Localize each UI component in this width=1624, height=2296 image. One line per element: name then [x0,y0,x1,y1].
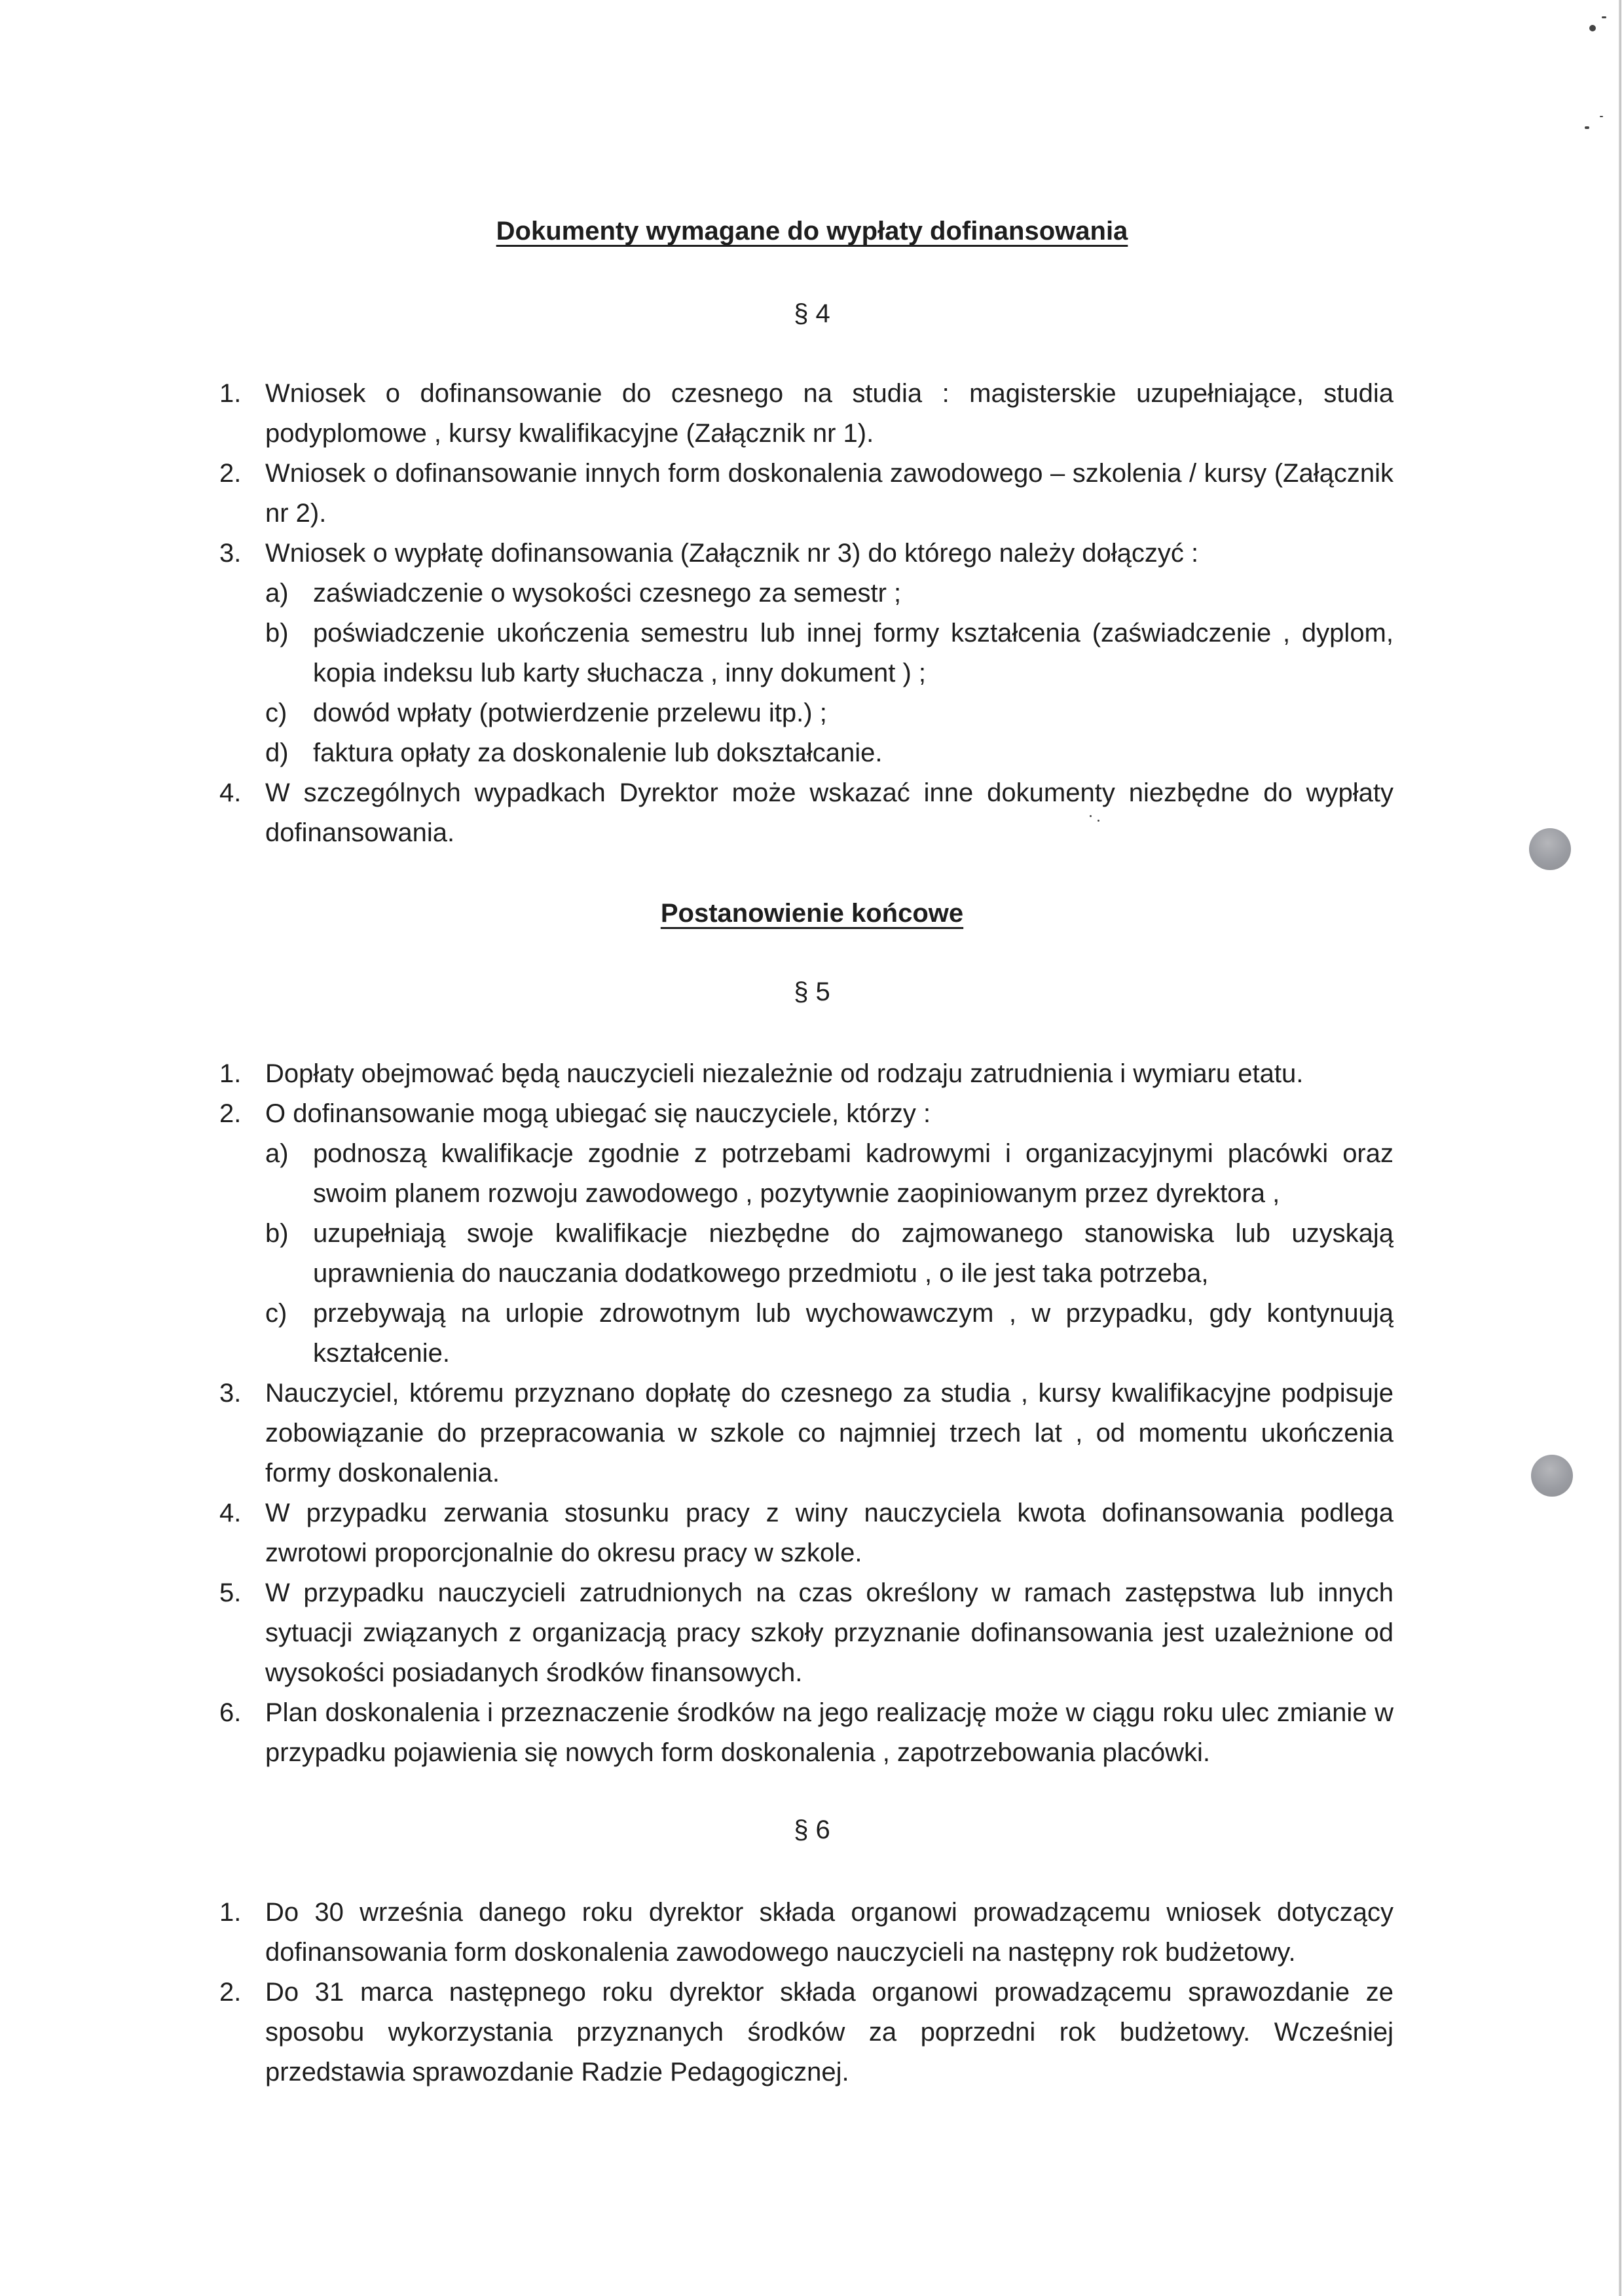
section-heading-final-provisions: Postanowienie końcowe [660,899,964,928]
sub-item-letter: b) [265,1219,289,1248]
list-item [219,773,1393,853]
list-item [219,1693,1393,1773]
sub-item [219,733,1393,773]
item-number: 3. [219,539,242,568]
sub-item-letter: c) [265,1299,287,1328]
paragraph-marker-6: § 6 [794,1815,830,1844]
scan-speck [1602,16,1606,18]
sub-item-letter: b) [265,619,289,647]
item-text: Wniosek o dofinansowanie innych form doskonalenia zawodowego – szkolenia / kursy (Załącznik nr 2). [265,459,1393,528]
item-number: 1. [219,379,242,408]
list-item [219,1054,1393,1094]
sub-item-letter: a) [265,579,289,608]
sub-item-text: faktura opłaty za doskonalenie lub dokształcanie. [313,738,883,767]
scan-speck [1585,126,1589,129]
list-item [219,454,1393,534]
sub-item-letter: a) [265,1139,289,1168]
paragraph-marker-5: § 5 [794,977,830,1006]
item-text: Wniosek o wypłatę dofinansowania (Załącznik nr 3) do którego należy dołączyć : [265,539,1199,568]
sub-item [219,693,1393,733]
sub-item-letter: c) [265,699,287,727]
item-text: Do 31 marca następnego roku dyrektor składa organowi prowadzącemu sprawozdanie ze sposobu wykorzystania przyznanych środków za poprzedni rok budżetowy. Wcześniej przedstawia sprawozdanie Radzie Pedagogicznej. [265,1978,1393,2086]
list-item [219,1094,1393,1374]
item-number: 2. [219,459,242,488]
sub-item-letter: d) [265,738,289,767]
item-text: Nauczyciel, któremu przyznano dopłatę do czesnego za studia , kursy kwalifikacyjne podpisuje zobowiązanie do przepracowania w szkole co najmniej trzech lat , od momentu ukończenia formy doskonalenia. [265,1379,1393,1487]
list-item [219,534,1393,773]
item-number: 1. [219,1059,242,1088]
item-text: Wniosek o dofinansowanie do czesnego na studia : magisterskie uzupełniające, studia podyplomowe , kursy kwalifikacyjne (Załącznik nr 1). [265,379,1393,448]
page-edge-shadow [1619,0,1621,2296]
paragraph-marker-4: § 4 [794,299,830,328]
list-item [219,1893,1393,1973]
sub-item-text: przebywają na urlopie zdrowotnym lub wychowawczym , w przypadku, gdy kontynuują kształcenie. [313,1299,1393,1368]
sub-item [219,574,1393,613]
item-text: Plan doskonalenia i przeznaczenie środków na jego realizację może w ciągu roku ulec zmianie w przypadku pojawienia się nowych form doskonalenia , zapotrzebowania placówki. [265,1698,1393,1767]
sub-item-text: uzupełniają swoje kwalifikacje niezbędne do zajmowanego stanowiska lub uzyskają uprawnienia do nauczania dodatkowego przedmiotu , o ile jest taka potrzeba, [313,1219,1393,1288]
list-item [219,1573,1393,1693]
scan-speck [1589,25,1596,31]
item-number: 5. [219,1578,242,1607]
list-item [219,1374,1393,1493]
scan-speck [1600,116,1603,117]
item-number: 6. [219,1698,242,1727]
list-item [219,1973,1393,2092]
section6-list [219,1893,1393,2092]
sub-item-text: podnoszą kwalifikacje zgodnie z potrzebami kadrowymi i organizacyjnymi placówki oraz swoim planem rozwoju zawodowego , pozytywnie zaopiniowanym przez dyrektora , [313,1139,1393,1208]
item-text: W szczególnych wypadkach Dyrektor może wskazać inne dokumenty niezbędne do wypłaty dofinansowania. [265,778,1393,847]
list-item [219,374,1393,454]
punch-hole [1529,828,1571,870]
section4-list [219,374,1393,853]
sub-item-text: poświadczenie ukończenia semestru lub innej formy kształcenia (zaświadczenie , dyplom, kopia indeksu lub karty słuchacza , inny dokument ) ; [313,619,1393,687]
sub-item [219,1134,1393,1214]
section5-list [219,1054,1393,1773]
item-number: 3. [219,1379,242,1408]
item-text: Do 30 września danego roku dyrektor składa organowi prowadzącemu wniosek dotyczący dofinansowania form doskonalenia zawodowego nauczycieli na następny rok budżetowy. [265,1898,1393,1967]
punch-hole [1531,1455,1573,1497]
item-number: 4. [219,1499,242,1527]
section-heading-documents: Dokumenty wymagane do wypłaty dofinansowania [496,217,1128,246]
item-number: 4. [219,778,242,807]
list-item [219,1493,1393,1573]
item-text: W przypadku zerwania stosunku pracy z winy nauczyciela kwota dofinansowania podlega zwrotowi proporcjonalnie do okresu pracy w szkole. [265,1499,1393,1567]
item-text: O dofinansowanie mogą ubiegać się nauczyciele, którzy : [265,1099,931,1128]
item-number: 2. [219,1978,242,2007]
sub-item [219,1294,1393,1374]
item-text: Dopłaty obejmować będą nauczycieli niezależnie od rodzaju zatrudnienia i wymiaru etatu. [265,1059,1304,1088]
sub-item [219,613,1393,693]
item-text: W przypadku nauczycieli zatrudnionych na czas określony w ramach zastępstwa lub innych sytuacji związanych z organizacją pracy szkoły przyznanie dofinansowania jest uzależnione od wysokości posiadanych środków finansowych. [265,1578,1393,1687]
item-number: 2. [219,1099,242,1128]
item-number: 1. [219,1898,242,1927]
sub-item-text: dowód wpłaty (potwierdzenie przelewu itp.) ; [313,699,827,727]
sub-item [219,1214,1393,1294]
sub-item-text: zaświadczenie o wysokości czesnego za semestr ; [313,579,902,608]
